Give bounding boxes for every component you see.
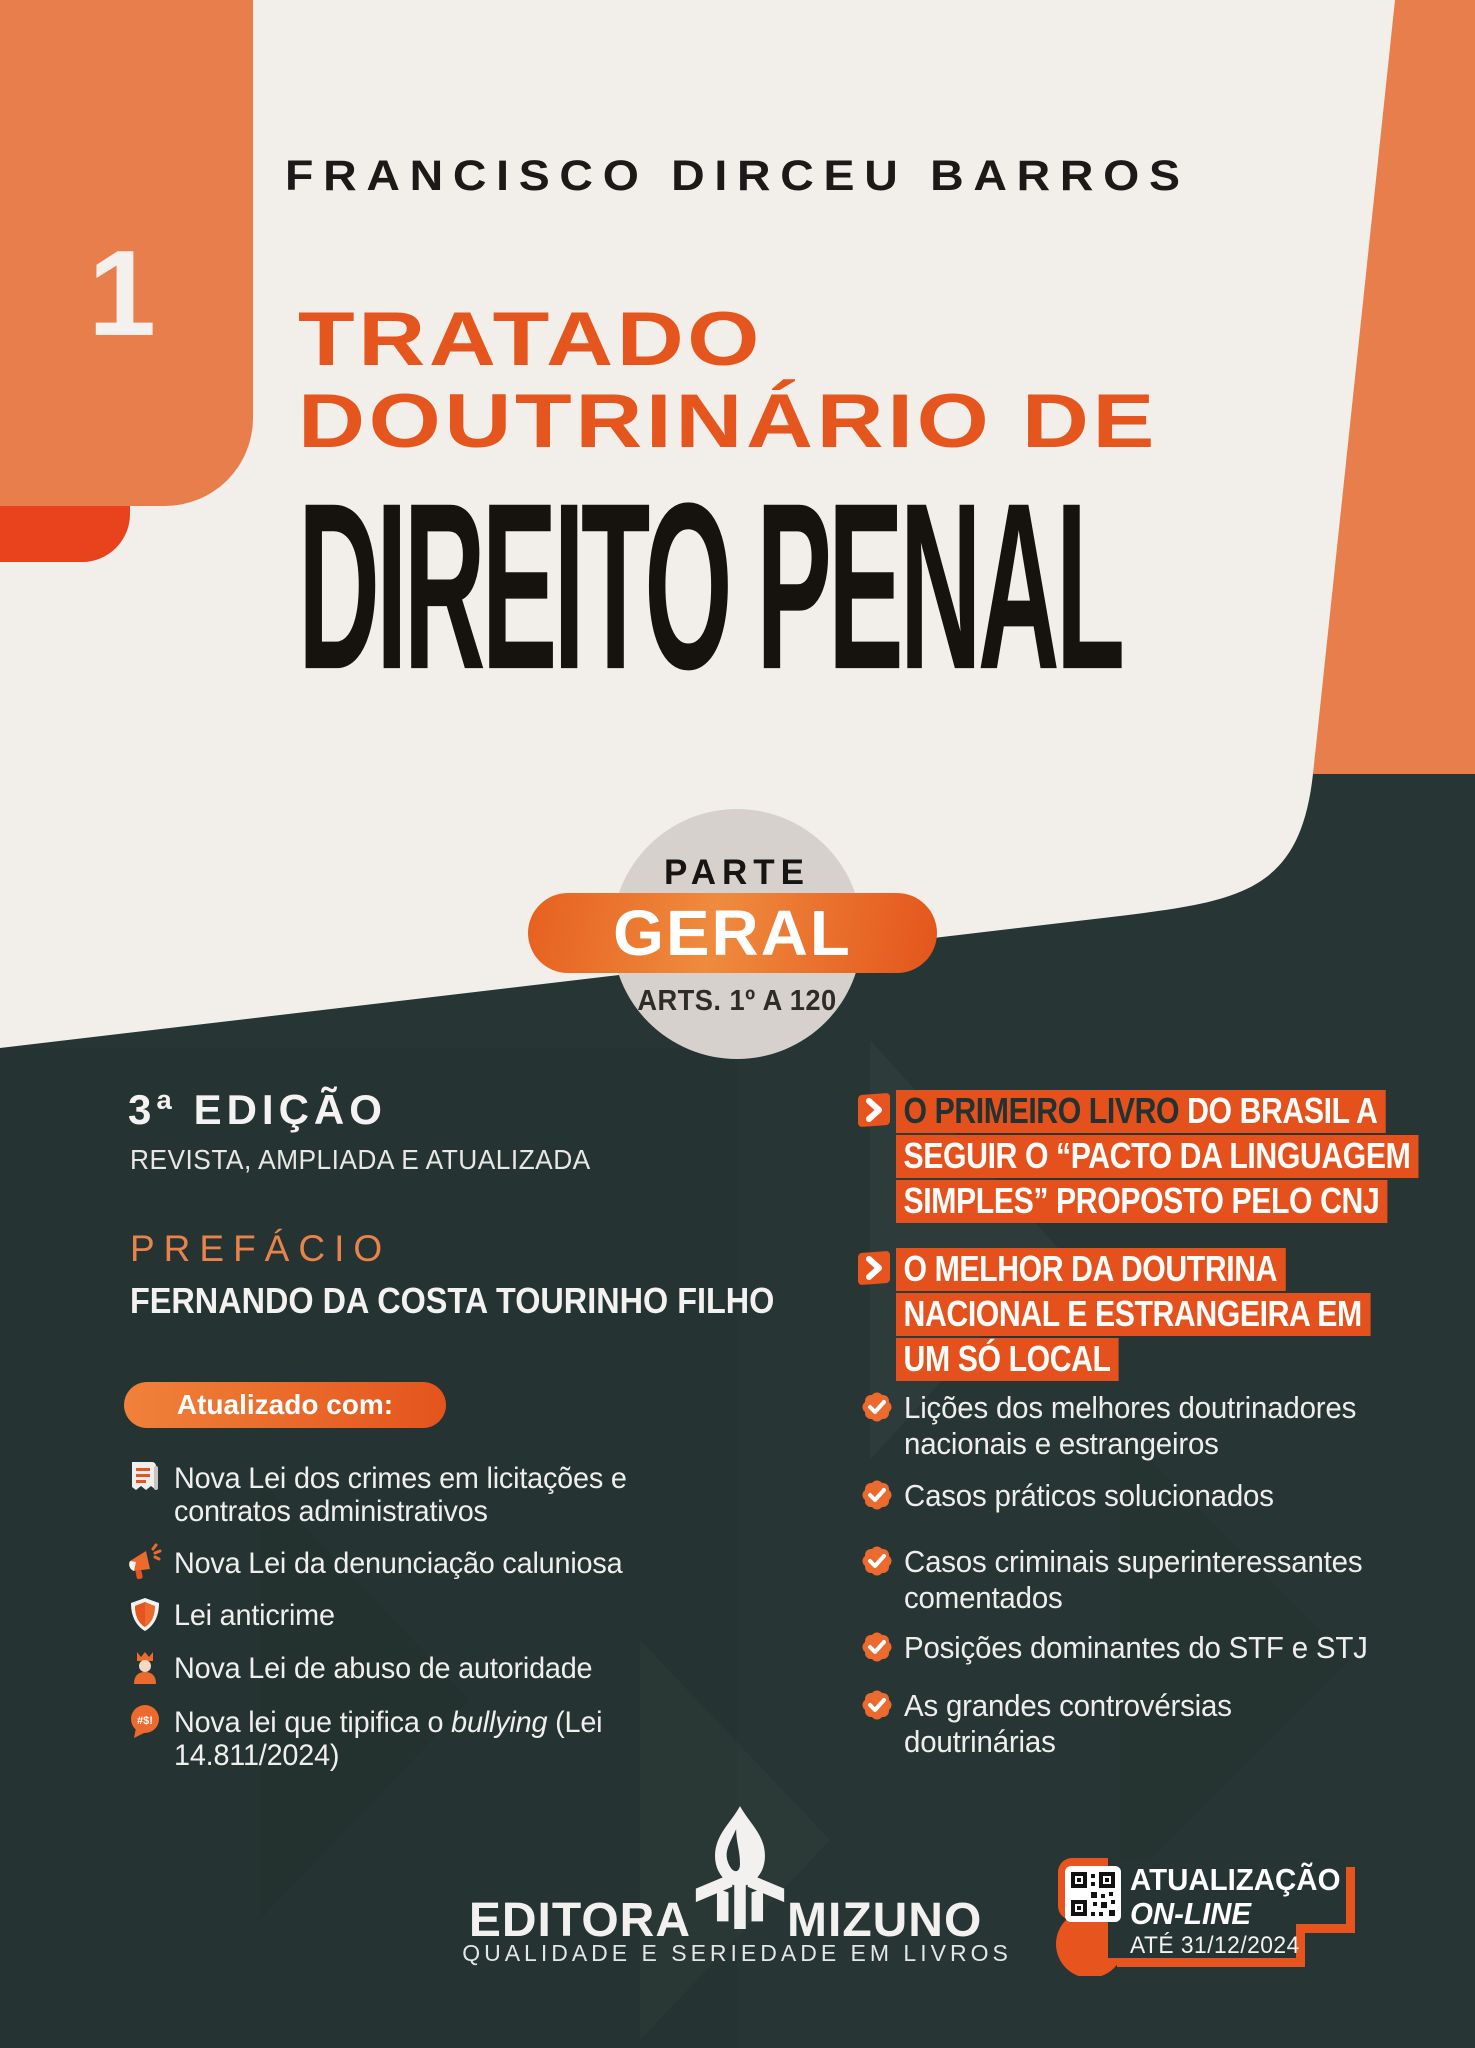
list-item-licitacoes — [126, 1462, 686, 1528]
title-line-2: DOUTRINÁRIO DE — [298, 379, 1158, 464]
update-badge-line2: ON-LINE — [1130, 1896, 1252, 1931]
shield-icon — [126, 1595, 164, 1635]
check-badge-icon — [858, 1476, 896, 1514]
feature-licoes — [858, 1390, 1458, 1462]
part-badge-main: GERAL — [613, 897, 852, 969]
check-badge-icon — [858, 1542, 896, 1580]
list-item-text: Nova Lei dos crimes em licitações e contratos administrativos — [174, 1462, 627, 1528]
edition-note: REVISTA, AMPLIADA E ATUALIZADA — [130, 1144, 591, 1175]
updated-with-pill — [124, 1382, 446, 1428]
highlight-text: UM SÓ LOCAL — [903, 1338, 1111, 1379]
updated-with-label: Atualizado com: — [176, 1389, 394, 1420]
publisher-tagline: QUALIDADE E SERIEDADE EM LIVROS — [462, 1940, 1012, 1966]
swearing-bubble-icon — [126, 1702, 164, 1742]
feature-text: As grandes controvérsias doutrinárias — [904, 1688, 1232, 1759]
check-badge-icon — [858, 1686, 896, 1724]
svg-text:#$!: #$! — [137, 1715, 153, 1727]
feature-casos-praticos — [858, 1478, 1458, 1514]
list-item-bullying — [126, 1706, 686, 1772]
publisher-torch-icon — [692, 1804, 788, 1934]
qr-code-icon — [1065, 1866, 1121, 1922]
feature-controversias — [858, 1688, 1458, 1760]
edition-title: 3ª EDIÇÃO — [128, 1086, 387, 1133]
scroll-icon — [126, 1458, 164, 1498]
feature-text: Lições dos melhores doutrinadores nacionais e estrangeiros — [904, 1390, 1357, 1461]
highlight-text: SEGUIR O “PACTO DA LINGUAGEM — [903, 1135, 1411, 1176]
list-item-abuso-autoridade — [126, 1652, 686, 1685]
feature-casos-criminais — [858, 1544, 1458, 1616]
check-badge-icon — [858, 1628, 896, 1666]
list-item-text: Lei anticrime — [174, 1599, 335, 1632]
online-update-badge — [1050, 1846, 1390, 1976]
chevron-right-icon — [858, 1094, 894, 1130]
list-item-text: Nova Lei da denunciação caluniosa — [174, 1547, 623, 1580]
list-item-text: Nova Lei de abuso de autoridade — [174, 1652, 593, 1685]
preface-author: FERNANDO DA COSTA TOURINHO FILHO — [130, 1280, 775, 1321]
corner-shape-top-right — [1313, 0, 1475, 774]
update-badge-line3: ATÉ 31/12/2024 — [1130, 1932, 1300, 1959]
part-badge-label: PARTE — [663, 853, 811, 892]
highlight-text: SIMPLES” PROPOSTO PELO CNJ — [903, 1180, 1380, 1221]
highlight-block-1 — [896, 1090, 1475, 1225]
highlight-text: NACIONAL E ESTRANGEIRA EM — [903, 1293, 1362, 1334]
volume-number: 1 — [88, 225, 156, 361]
highlight-text: O MELHOR DA DOUTRINA — [903, 1248, 1278, 1289]
part-badge-pill — [528, 893, 937, 973]
list-item-denunciacao — [126, 1547, 686, 1580]
author-name: FRANCISCO DIRCEU BARROS — [285, 152, 1190, 200]
chevron-right-icon — [858, 1252, 894, 1288]
update-badge-line1: ATUALIZAÇÃO — [1130, 1862, 1341, 1897]
highlight-block-2 — [896, 1248, 1461, 1383]
title-line-1: TRATADO — [298, 297, 764, 382]
list-item-anticrime — [126, 1599, 686, 1632]
feature-posicoes — [858, 1630, 1458, 1666]
feature-text: Casos criminais superinteressantes comentados — [904, 1544, 1363, 1615]
megaphone-icon — [126, 1543, 164, 1583]
authority-icon — [126, 1648, 164, 1688]
feature-text: Casos práticos solucionados — [904, 1478, 1274, 1513]
title-main: DIREITO PENAL — [298, 454, 1122, 720]
preface-label: PREFÁCIO — [130, 1228, 392, 1269]
publisher-name-left: EDITORA — [468, 1894, 691, 1947]
highlight-text: DO BRASIL A — [1179, 1090, 1378, 1131]
publisher-name-right: MIZUNO — [787, 1894, 983, 1947]
part-badge — [612, 809, 862, 1059]
check-badge-icon — [858, 1388, 896, 1426]
highlight-emphasis: O PRIMEIRO LIVRO — [903, 1090, 1180, 1131]
list-item-text: Nova lei que tipifica o bullying (Lei 14.811/2024) — [174, 1706, 603, 1772]
feature-text: Posições dominantes do STF e STJ — [904, 1630, 1368, 1665]
part-badge-articles: ARTS. 1º A 120 — [637, 985, 837, 1017]
